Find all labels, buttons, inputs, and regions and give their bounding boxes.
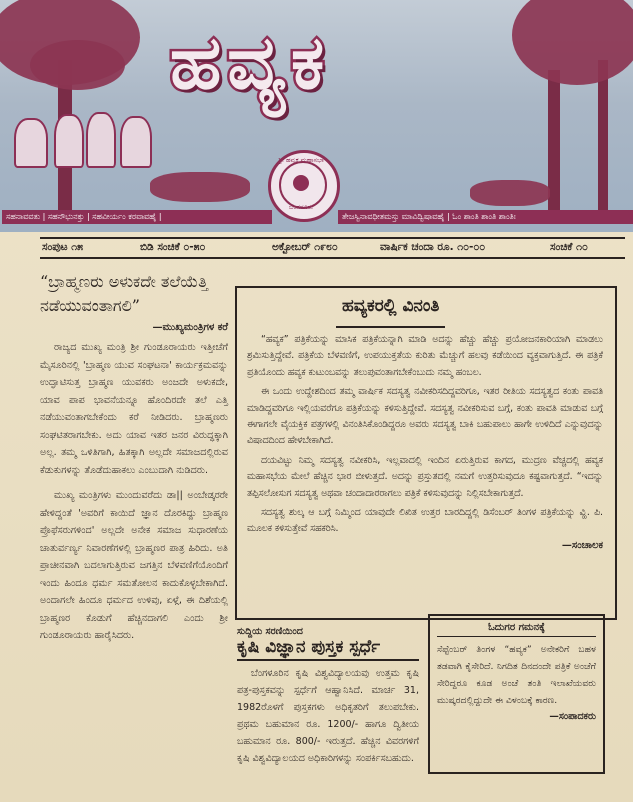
appeal-para: ದಯವಿಟ್ಟು ನಿಮ್ಮ ಸದಸ್ಯತ್ವ ನವೀಕರಿಸಿ, ಇಲ್ಲವಾದಲ್ಲಿ ಇಂದಿನ ಏರುತ್ತಿರುವ ಕಾಗದ, ಮುದ್ರಣ ವೆಚ್ಚದಲ್ಲಿ ಹವ್ಯಕ ಮಹಾಸಭೆಯ ಮೇಲೆ ಹೆಚ್ಚಿನ ಭಾರ ಬೀಳುತ್ತದೆ. ಅದನ್ನು ಪ್ರಸ್ತುತದಲ್ಲಿ ನಮಗೆ ಉತ್ತರಿಸುವುದೂ ಕಷ್ಟವಾಗುತ್ತದೆ. “ಇದನ್ನು ತಪ್ಪಿಸಲೋಸುಗ ಸದಸ್ಯತ್ವ ಅಥವಾ ಚಂದಾದಾರರಾಗಲು ಪತ್ರಿಕೆ ಕಳಿಸುವುದನ್ನು ನಿಲ್ಲಿಸಬೇಕಾಗುತ್ತದೆ. xyxy=(247,454,603,499)
appeal-signature: —ಸಂಚಾಲಕ xyxy=(561,539,603,551)
annual-subscription: ವಾರ್ಷಿಕ ಚಂದಾ ರೂ. ೧೦-೦೦ xyxy=(380,241,486,253)
single-issue-price: ಬಿಡಿ ಸಂಚಿಕೆ ೦-೫೦ xyxy=(140,241,206,253)
volume-label: ಸಂಪುಟ ೧೫ xyxy=(42,241,84,253)
sage-figure xyxy=(14,118,48,168)
readers-notice-signature: —ಸಂಪಾದಕರು xyxy=(549,711,596,722)
appeal-box xyxy=(235,286,617,620)
tree-left-2 xyxy=(30,40,125,90)
masthead xyxy=(0,0,633,232)
left-article xyxy=(40,270,228,645)
motto-left: ಸಹನಾವವತು | ಸಹನೌಭುನಕ್ತು | ಸಹವೀರ್ಯಂ ಕರವಾವಹೈ | xyxy=(2,210,272,224)
emblem-top-text: ಶ್ರೀ ಹವ್ಯಕ ಮಹಾಸಭಾ xyxy=(278,156,324,164)
readers-notice-title: ಓದುಗರ ಗಮನಕ್ಕೆ xyxy=(437,622,596,637)
sages-illustration xyxy=(14,108,164,164)
sage-figure xyxy=(86,112,116,168)
left-article-byline: —ಮುಖ್ಯಮಂತ್ರಿಗಳ ಕರೆ xyxy=(152,322,228,333)
left-article-headline: “ಬ್ರಾಹ್ಮಣರು ಅಳುಕದೇ ತಲೆಯೆತ್ತಿ ನಡೆಯುವಂತಾಗಲಿ” xyxy=(40,272,208,315)
appeal-title: ಹವ್ಯಕರಲ್ಲಿ ವಿನಂತಿ xyxy=(342,296,440,316)
appeal-para: ಸದಸ್ಯತ್ವ ಶುಲ್ಕ ಆ ಬಗ್ಗೆ ನಿಮ್ಮಿಂದ ಯಾವುದೇ ಲಿಖಿತ ಉತ್ತರ ಬಾರದಿದ್ದಲ್ಲಿ ಡಿಸೆಂಬರ್ ತಿಂಗಳ ಪತ್ರಿಕೆಯನ್ನು ವ್ಹಿ. ಪಿ. ಮೂಲಕ ಕಳಿಸುತ್ತೇವೆ ಸಹಕರಿಸಿ. xyxy=(247,507,603,535)
emblem-bottom-text: ಬೆಂಗಳೂರು xyxy=(288,203,314,211)
masthead-title: ಹವ್ಯಕ xyxy=(170,20,331,106)
issue-month: ಅಕ್ಟೋಬರ್ ೧೯೮೦ xyxy=(272,241,338,253)
left-article-para: ರಾಜ್ಯದ ಮುಖ್ಯ ಮಂತ್ರಿ ಶ್ರೀ ಗುಂಡೂರಾಯರು ಇತ್ತೀಚೆಗೆ ಮೈಸೂರಿನಲ್ಲಿ 'ಬ್ರಾಹ್ಮಣ ಯುವ ಸಂಘಟನಾ' ಕಾರ್ಯಕ್ರಮವನ್ನು ಉದ್ಘಾಟಿಸುತ್ತ ಬ್ರಾಹ್ಮಣ ಯುವಕರು ಅಂಜದೇ ಅಳುಕದೇ, ಯಾವ ಪಾಪ ಭಾವನೆಯನ್ನೂ ಹೊಂದಿರದೇ ತಲೆ ಎತ್ತಿ ನಡೆಯುವಂತಾಗಬೇಕೆಂದು ಕರೆ ನೀಡಿದರು. ಬ್ರಾಹ್ಮಣರು ಸಂಘಟಿತರಾಗಬೇಕು. ಅದು ಯಾವ ಇತರ ಜನರ ವಿರುದ್ಧಕ್ಕಾಗಿ ಅಲ್ಲ. ತಮ್ಮ ಒಳಿತಿಗಾಗಿ, ಹಿತಕ್ಕಾಗಿ ಅಲ್ಲದೇ ಸಮಾಜದಲ್ಲಿರುವ ಕೆಡುಕುಗಳನ್ನು ತೊಡೆದುಹಾಕಲು ಎಂಬುದಾಗಿ ನುಡಿದರು. xyxy=(40,342,228,476)
sage-figure xyxy=(120,116,152,168)
issue-number: ಸಂಚಿಕೆ ೧೦ xyxy=(550,241,588,253)
sage-figure xyxy=(54,114,84,168)
motto-right: ತೇಜಸ್ವಿನಾವಧೀತಮಸ್ತು ಮಾವಿದ್ವಿಷಾವಹೈ | ಓಂ ಶಾಂತಿ ಶಾಂತಿ ಶಾಂತಿಃ xyxy=(338,210,633,224)
readers-notice-body: ಸೆಪ್ಟೆಂಬರ್ ತಿಂಗಳ “ಹವ್ಯಕ” ಅನೇಕರಿಗೆ ಬಹಳ ತಡವಾಗಿ ಕೈಸೇರಿದೆ. ನಿಗದಿತ ದಿನದಂದೇ ಪತ್ರಿಕೆ ಅಂಚೆಗೆ ಸೇರಿದ್ದರೂ ಕೂಡ ಅಂಚೆ ತಂತಿ ಇಲಾಖೆಯವರು ಮುಷ್ಕರದಲ್ಲಿದ್ದುದೇ ಈ ವಿಳಂಬಕ್ಕೆ ಕಾರಣ. xyxy=(437,644,596,706)
appeal-para: ಈ ಒಂದು ಉದ್ದೇಶದಿಂದ ತಮ್ಮ ವಾರ್ಷಿಕ ಸದಸ್ಯತ್ವ ನವೀಕರಿಸದಿದ್ದವರಿಗೂ, ಇತರ ರೀತಿಯ ಸದಸ್ಯತ್ವದ ಕಂತು ಪಾವತಿ ಮಾಡಿದ್ದವರಿಗೂ ಇಲ್ಲಿಯವರೆಗೂ ಪತ್ರಿಕೆಯನ್ನು ಕಳಿಸುತ್ತಿದ್ದೇವೆ. ಸದಸ್ಯತ್ವ ನವೀಕರಿಸುವ ಬಗ್ಗೆ, ಕಂತು ಪಾವತಿ ಮಾಡುವ ಬಗ್ಗೆ ಈಗಾಗಲೇ ವೈಯಕ್ತಿಕ ಪತ್ರಗಳಲ್ಲಿ ವಿನಂತಿಸಿಕೊಂಡಿದ್ದರೂ ಅವರು ಸದಸ್ಯತ್ವ ಬಾಕಿ ಬಹುಪಾಲು ಹಾಗೇ ಉಳಿದಿದೆ ಎನ್ನುವುದನ್ನು ವಿಷಾದದಿಂದ ಹೇಳಬೇಕಾಗಿದೆ. xyxy=(247,386,603,447)
tree-right xyxy=(512,0,633,85)
shrub-right xyxy=(470,180,550,206)
krishi-kicker: ಸುದ್ದಿಯ ಸರಣಿಯಿಂದ xyxy=(237,626,303,637)
shrub-left xyxy=(150,172,250,202)
krishi-article xyxy=(237,626,419,767)
krishi-body: ಬೆಂಗಳೂರಿನ ಕೃಷಿ ವಿಶ್ವವಿದ್ಯಾಲಯವು ಉತ್ತಮ ಕೃಷಿ ಪತ್ರ-ಪುಸ್ತಕವನ್ನು ಸ್ಪರ್ಧೆಗೆ ಆಹ್ವಾನಿಸಿದೆ. ಮಾರ್ಚ 31, 1982ರೊಳಗೆ ಪುಸ್ತಕಗಳು ಅಧಿಕೃತರಿಗೆ ತಲುಪಬೇಕು. ಪ್ರಥಮ ಬಹುಮಾನ ರೂ. 1200/- ಹಾಗೂ ದ್ವಿತೀಯ ಬಹುಮಾನ ರೂ. 800/- ಇರುತ್ತದೆ. ಹೆಚ್ಚಿನ ವಿವರಗಳಿಗೆ ಕೃಷಿ ವಿಶ್ವವಿದ್ಯಾಲಯದ ಅಧಿಕಾರಿಗಳನ್ನು ಸಂಪರ್ಕಿಸಬಹುದು. xyxy=(237,668,419,764)
tree-trunk-right-2 xyxy=(598,60,608,210)
issue-info-bar xyxy=(40,237,625,259)
lamp-icon xyxy=(293,175,309,191)
readers-notice-box xyxy=(428,614,605,774)
left-article-para: ಮುಖ್ಯ ಮಂತ್ರಿಗಳು ಮುಂದುವರೆದು ಡಾ|| ಅಂಬೇಡ್ಕರರೇ ಹೇಳಿದ್ದಂತೆ 'ಅವರಿಗೆ ಕಾಯಿದೆ ಜ್ಞಾನ ದೊರಕಿದ್ದು ಬ್ರಾಹ್ಮಣ ಪ್ರೊಫೆಸರುಗಳಿಂದ' ಅಲ್ಲದೇ ಅನೇಕ ಸಮಾಜ ಸುಧಾರಣೆಯ ಚಾತುರ್ವರ್ಣ್ಯ ನಿವಾರಣೆಗಳಲ್ಲಿ ಬ್ರಾಹ್ಮಣರ ಪಾತ್ರ ಹಿರಿದು. ಅತಿ ಪ್ರಾಚೀನವಾಗಿ ಬದಲಾಗುತ್ತಿರುವ ಜಗತ್ತಿನ ಬೆಳವಣಿಗೆಯೊಂದಿಗೆ ಇಂದು ಹಿಂದೂ ಧರ್ಮ ಸಮತೋಲನ ಕಾದುಕೊಳ್ಳಬೇಕಾಗಿದೆ. ಅಂದಾಗಲೇ ಹಿಂದೂ ಧರ್ಮದ ಉಳಿವು, ಏಳ್ಗೆ, ಈ ದಿಶೆಯಲ್ಲಿ ಬ್ರಾಹ್ಮಣರ ಕೊಡುಗೆ ಹೆಚ್ಚಿನದಾಗಲಿ ಎಂದು ಶ್ರೀ ಗುಂಡೂರಾಯರು ಹಾರೈಸಿದರು. xyxy=(40,490,228,641)
appeal-para: “ಹವ್ಯಕ” ಪತ್ರಿಕೆಯನ್ನು ಮಾಸಿಕ ಪತ್ರಿಕೆಯನ್ನಾಗಿ ಮಾಡಿ ಅದನ್ನು ಹೆಚ್ಚು ಹೆಚ್ಚು ಪ್ರಯೋಜನಕಾರಿಯಾಗಿ ಮಾಡಲು ಶ್ರಮಿಸುತ್ತಿದ್ದೇವೆ. ಪತ್ರಿಕೆಯ ಬೆಳವಣಿಗೆ, ಉಪಯುಕ್ತತೆಯ ಕುರಿತು ಮೆಚ್ಚುಗೆ ಹಲವು ಕಡೆಯಿಂದ ವ್ಯಕ್ತವಾಗುತ್ತಿದೆ. ಈ ಪತ್ರಿಕೆ ಪ್ರತಿಯೊಂದು ಹವ್ಯಕ ಕುಟುಂಬವನ್ನು ತಲುಪುವಂತಾಗಬೇಕೆಂಬುದು ನಮ್ಮ ಹಂಬಲ. xyxy=(247,334,603,378)
krishi-headline: ಕೃಷಿ ವಿಜ್ಞಾನ ಪುಸ್ತಕ ಸ್ಪರ್ಧೆ xyxy=(237,637,419,661)
appeal-body xyxy=(247,332,603,554)
